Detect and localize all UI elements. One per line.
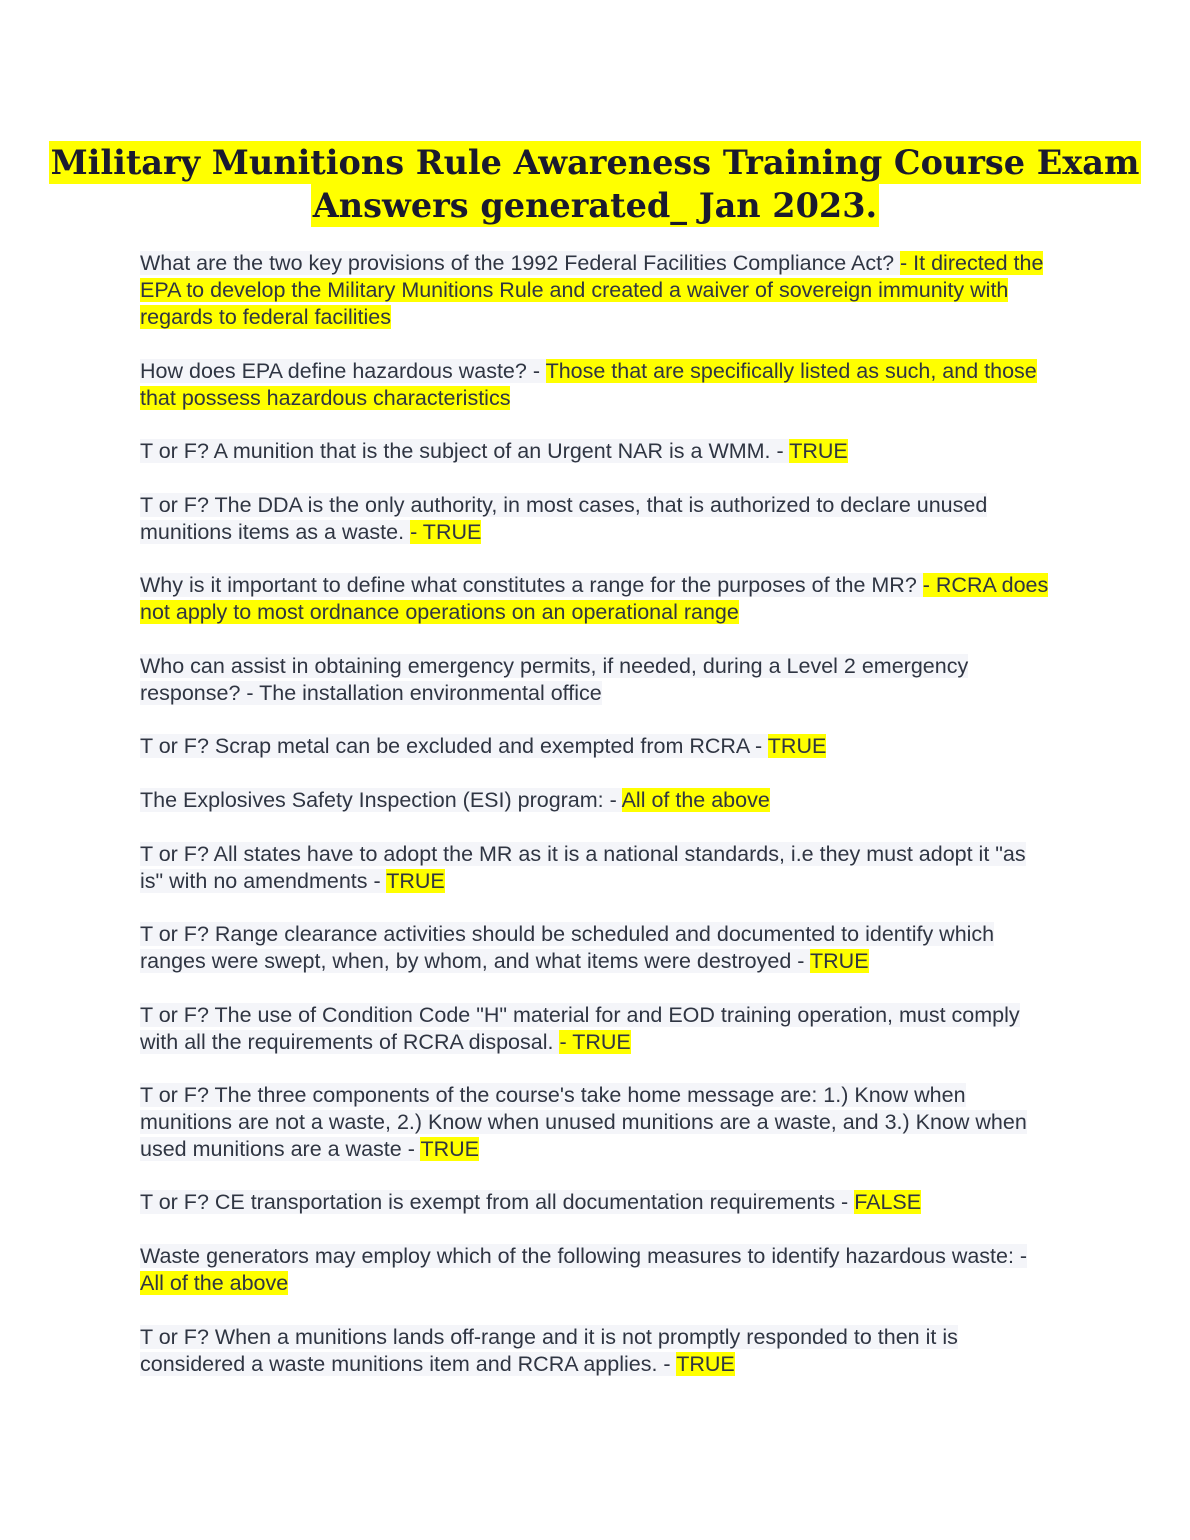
answer-text: - TRUE (410, 519, 482, 544)
document-title (0, 141, 1190, 227)
qa-item (140, 1189, 1052, 1216)
question-text: T or F? Scrap metal can be excluded and exempted from RCRA - (140, 734, 768, 758)
answer-text: TRUE (767, 734, 827, 758)
question-text: T or F? Range clearance activities should be scheduled and documented to identify which ranges were swept, when, by whom, and what items were destroyed - (140, 922, 995, 973)
qa-item (140, 572, 1052, 626)
answer-text: All of the above (140, 1270, 289, 1295)
qa-item (140, 1324, 1052, 1378)
question-text: What are the two key provisions of the 1992 Federal Facilities Compliance Act? (140, 251, 901, 275)
answer-text: - TRUE (559, 1029, 631, 1054)
question-text: Who can assist in obtaining emergency permits, if needed, during a Level 2 emergency response? - The installation environmental office (140, 654, 969, 705)
question-text: The Explosives Safety Inspection (ESI) program: - (140, 788, 622, 812)
title-line-2: Answers generated_ Jan 2023. (312, 186, 878, 225)
qa-item (140, 250, 1052, 330)
qa-item (140, 733, 1052, 760)
qa-item (140, 358, 1052, 412)
qa-item (140, 1082, 1052, 1162)
question-text: T or F? All states have to adopt the MR as it is a national standards, i.e they must adopt it "as is" with no amendments - (140, 842, 1026, 893)
question-text: T or F? The DDA is the only authority, in most cases, that is authorized to declare unused munitions items as a waste. (140, 493, 988, 544)
qa-item (140, 653, 1052, 707)
question-text: T or F? The three components of the course's take home message are: 1.) Know when munitions are not a waste, 2.) Know when unused munitions are a waste, and 3.) Know when used munitions are a waste - (140, 1083, 1027, 1161)
question-text: How does EPA define hazardous waste? - (140, 359, 546, 383)
qa-item (140, 1243, 1052, 1297)
answer-text: TRUE (676, 1351, 735, 1376)
question-text: Waste generators may employ which of the following measures to identify hazardous waste: - (140, 1244, 1028, 1268)
qa-item (140, 787, 1052, 814)
question-text: Why is it important to define what constitutes a range for the purposes of the MR? (140, 573, 923, 597)
answer-text: TRUE (810, 948, 869, 973)
qa-item (140, 492, 1052, 546)
answer-text: - It directed the EPA to develop the Military Munitions Rule and created a waiver of sovereign immunity with regards to federal facilities (140, 251, 1044, 329)
answer-text: TRUE (386, 868, 445, 893)
question-text: T or F? CE transportation is exempt from all documentation requirements - (140, 1190, 855, 1214)
question-text: T or F? When a munitions lands off-range and it is not promptly responded to then it is considered a waste munitions item and RCRA applies. - (140, 1325, 958, 1376)
qa-item (140, 438, 1052, 465)
title-line-1: Military Munitions Rule Awareness Training Course Exam (50, 143, 1140, 182)
qa-item (140, 841, 1052, 895)
qa-item (140, 921, 1052, 975)
answer-text: Those that are specifically listed as such, and those that possess hazardous characteristics (140, 359, 1037, 410)
answer-text: - RCRA does not apply to most ordnance operations on an operational range (140, 573, 1049, 624)
question-text: T or F? The use of Condition Code "H" material for and EOD training operation, must comply with all the requirements of RCRA disposal. (140, 1003, 1020, 1054)
answer-text: TRUE (420, 1136, 479, 1161)
question-text: T or F? A munition that is the subject of an Urgent NAR is a WMM. - (140, 439, 790, 463)
answer-text: All of the above (621, 788, 770, 812)
qa-item (140, 1002, 1052, 1056)
answer-text: FALSE (854, 1190, 922, 1214)
answer-text: TRUE (789, 439, 848, 463)
